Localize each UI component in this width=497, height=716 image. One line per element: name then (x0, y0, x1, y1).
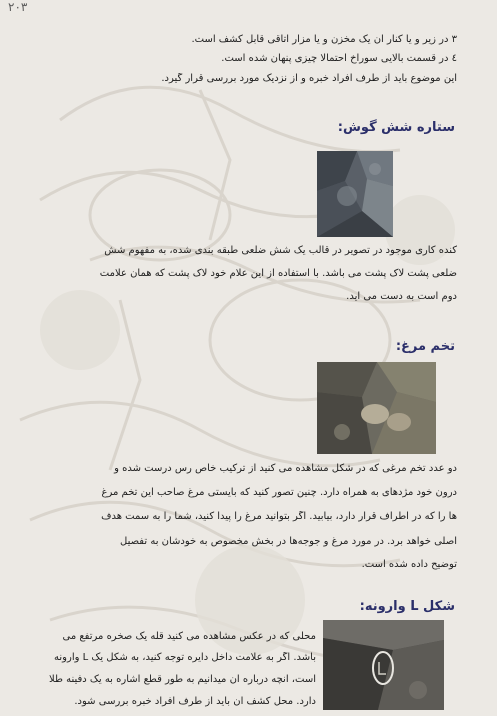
body-line: دوم است به دست می آید. (346, 291, 457, 302)
section-heading: تخم مرغ: (395, 339, 455, 354)
body-line: محلی که در عکس مشاهده می کنید قله یک صخره مرتفع می (62, 631, 316, 642)
body-line: ها را که در اطراف قرار دارد، بیابید. اگر بتوانید مرغ را پیدا کنید، شما را به سمت هدف (101, 511, 457, 522)
inverted-l-cave-photo (323, 620, 444, 710)
page-number: ۲۰۳ (8, 0, 28, 14)
egg-rock-photo (317, 362, 436, 454)
body-line: دو عدد تخم مرغی که در شکل مشاهده می کنید از ترکیب خاص رس درست شده و (114, 463, 457, 474)
body-line: توضیح داده شده است. (361, 559, 457, 570)
body-line: است، آنچه درباره آن میدانیم به طور قطع اشاره به یک دفینه طلا (49, 674, 316, 685)
body-line: اصلی خواهد برد. در مورد مرغ و جوجه‌ها در بخش مخصوص به خودشان به تفصیل (120, 536, 457, 547)
section-heading: شکل L وارونه: (359, 599, 455, 614)
body-line: دارد. محل کشف آن باید از طرف افراد خبره بررسی شود. (74, 696, 316, 707)
section-heading: ستاره شش گوش: (337, 120, 455, 135)
intro-line: ٤ در قسمت بالایی سوراخ احتمالا چیزی پنهان شده است. (221, 53, 457, 64)
hexagram-rock-photo (317, 151, 393, 237)
body-line: ضلعی پشت لاک پشت می باشد. با استفاده از این علام خود لاک پشت که همان علامت (99, 268, 457, 279)
body-line: کنده کاری موجود در تصویر در قالب یک شش ضلعی طبقه بندی شده، به مفهوم شش (104, 245, 457, 256)
intro-line: این موضوع باید از طرف افراد خبره و از نزدیک مورد بررسی قرار گیرد. (161, 73, 457, 84)
intro-line: ۳ در زیر و یا کنار آن یک مخزن و یا مزار اتاقی قابل کشف است. (191, 34, 457, 45)
body-line: باشد. اگر به علامت داخل دایره توجه کنید، به شکل یک L وارونه (54, 652, 316, 663)
body-line: درون خود مژدهای به همراه دارد. چنین تصور کنید که بایستی مرغ صاحب این تخم مرغ (101, 487, 457, 498)
